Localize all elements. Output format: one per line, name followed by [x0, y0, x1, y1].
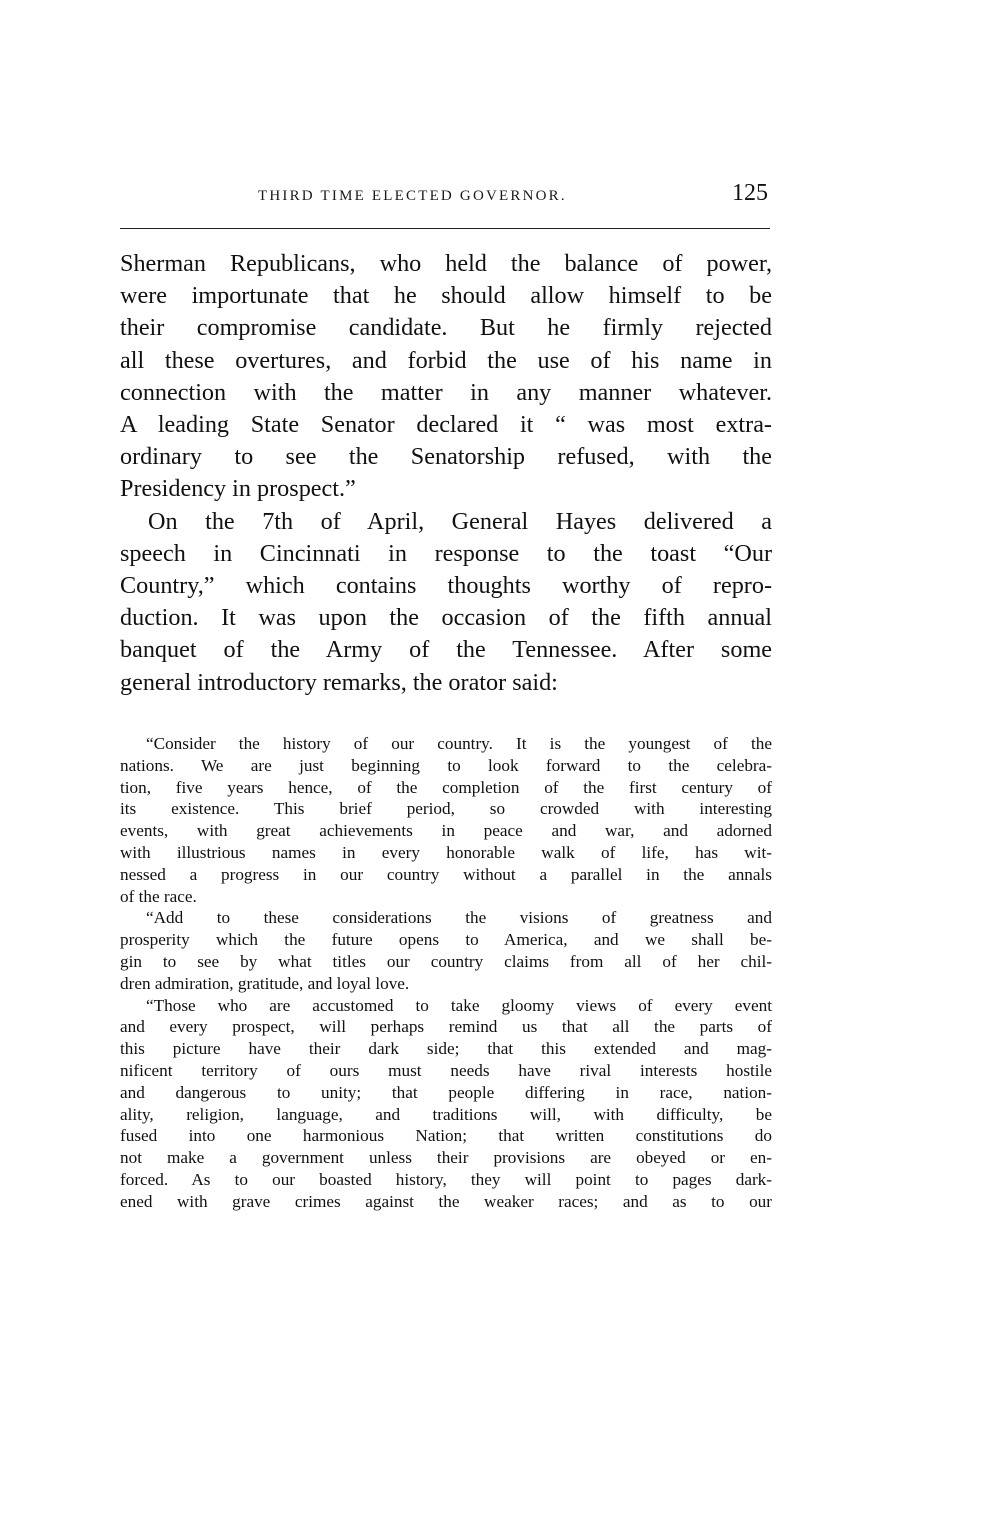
quote-line: nificent territory of ours must needs have rival interests hostile: [120, 1060, 772, 1080]
body-line: On the 7th of April, General Hayes delivered a: [148, 507, 772, 535]
body-line: duction. It was upon the occasion of the fifth annual: [120, 604, 772, 632]
body-line: were importunate that he should allow himself to be: [120, 282, 772, 310]
quote-line: dren admiration, gratitude, and loyal love.: [120, 973, 410, 993]
quote-line: with illustrious names in every honorable walk of life, has wit-: [120, 842, 772, 862]
body-line: connection with the matter in any manner whatever.: [120, 378, 772, 406]
quote-line: “Consider the history of our country. It is the youngest of the: [146, 734, 772, 753]
quote-line: and dangerous to unity; that people differing in race, nation-: [120, 1082, 772, 1102]
body-line: all these overtures, and forbid the use of his name in: [120, 346, 772, 374]
quote-line: not make a government unless their provisions are obeyed or en-: [120, 1148, 772, 1168]
quote-line: its existence. This brief period, so crowded with interesting: [120, 799, 772, 819]
body-line: general introductory remarks, the orator said:: [120, 668, 558, 696]
quote-line: gin to see by what titles our country claims from all of her chil-: [120, 951, 772, 971]
quote-line: fused into one harmonious Nation; that written constitutions do: [120, 1126, 772, 1146]
quote-line: “Add to these considerations the visions of greatness and: [146, 908, 772, 928]
body-line: banquet of the Army of the Tennessee. After some: [120, 636, 772, 664]
running-header: [120, 180, 770, 210]
quote-line: prosperity which the future opens to America, and we shall be-: [120, 930, 772, 950]
quote-line: nessed a progress in our country without a parallel in the annals: [120, 864, 772, 884]
quote-line: this picture have their dark side; that this extended and mag-: [120, 1039, 772, 1059]
body-text: [120, 248, 772, 699]
body-line: their compromise candidate. But he firmly rejected: [120, 314, 772, 342]
quote-line: ened with grave crimes against the weaker races; and as to our: [120, 1191, 772, 1211]
body-line: Sherman Republicans, who held the balance of power,: [120, 250, 772, 277]
body-line: Country,” which contains thoughts worthy of repro-: [120, 572, 772, 600]
body-line: speech in Cincinnati in response to the toast “Our: [120, 539, 772, 567]
quote-line: nations. We are just beginning to look forward to the celebra-: [120, 755, 772, 775]
quote-line: of the race.: [120, 886, 197, 906]
quote-line: ality, religion, language, and traditions will, with difficulty, be: [120, 1104, 772, 1124]
body-line: ordinary to see the Senatorship refused, with the: [120, 443, 772, 471]
quote-line: events, with great achievements in peace and war, and adorned: [120, 821, 772, 841]
body-line: Presidency in prospect.”: [120, 475, 356, 503]
quote-line: “Those who are accustomed to take gloomy views of every event: [146, 995, 772, 1015]
page-number: 125: [732, 180, 768, 206]
quote-line: tion, five years hence, of the completion of the first century of: [120, 777, 772, 797]
quote-line: and every prospect, will perhaps remind us that all the parts of: [120, 1017, 772, 1037]
running-title: THIRD TIME ELECTED GOVERNOR.: [258, 188, 567, 204]
block-quote: [120, 733, 772, 1213]
body-line: A leading State Senator declared it “ was most extra-: [120, 411, 772, 439]
header-rule: [120, 228, 770, 229]
quote-line: forced. As to our boasted history, they will point to pages dark-: [120, 1169, 772, 1189]
